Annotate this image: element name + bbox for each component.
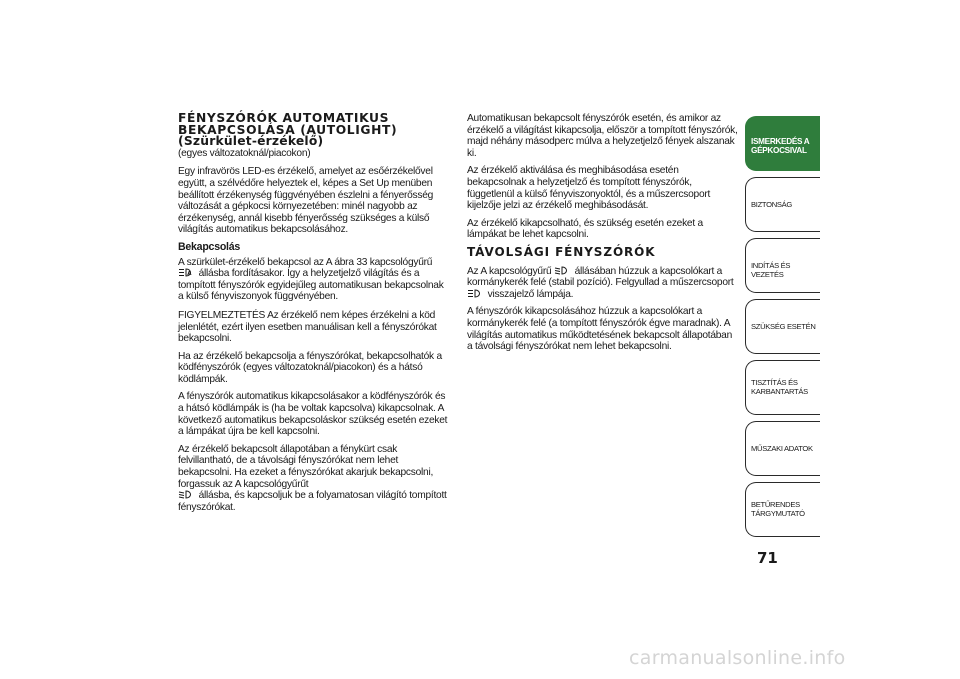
watermark: carmanualsonline.info (629, 647, 846, 669)
subheading-bekapcsolas: Bekapcsolás (178, 240, 241, 253)
tab-label: BETŰRENDES TÁRGYMUTATÓ (751, 500, 805, 518)
tab-label: SZÜKSÉG ESETÉN (751, 322, 816, 331)
paragraph-fog-lights: Ha az érzékelő bekapcsolja a fényszórókat, bekapcsolhatók a ködfényszórók (egyes változatoknál/piacokon) és a hátsó ködlámpák. (178, 350, 442, 385)
tab-label: TISZTÍTÁS ÉS KARBANTARTÁS (751, 378, 808, 396)
paragraph-warning: FIGYELMEZTETÉS Az érzékelő nem képes érzékelni a köd jelenlétét, ezért ilyen esetben manuálisan kell a fényszórókat bekapcsolni. (178, 309, 437, 345)
paragraph-auto-switch-off: Automatikusan bekapcsolt fényszórók esetén, és amikor az érzékelő a világítást kikapcsolja, először a tompított fényszórók, majd néhány másodperc múlva a helyzetjelző fények alszanak ki. (467, 113, 738, 159)
tab-label: MŰSZAKI ADATOK (751, 444, 813, 453)
paragraph-high-beam-off: A fényszórók kikapcsolásához húzzuk a kapcsolókart a kormánykerék felé (a tompított fényszórók égve maradnak). A világítás automatikus működtetésének bekapcsolt állapotában a távolsági fényszórókat nem lehet bekapcsolni. (467, 306, 733, 353)
variant-note: (egyes változatoknál/piacokon) (178, 147, 311, 159)
paragraph-sensor-disable: Az érzékelő kikapcsolható, és szükség esetén ezeket a lámpákat be lehet kapcsolni. (467, 217, 703, 241)
tab-muszaki-adatok[interactable] (745, 421, 820, 476)
paragraph-flash-end: állásba, és kapcsoljuk be a folyamatosan világító tompított fényszórókat. (178, 490, 447, 513)
paragraph-high-beam-middle: állásában húzzuk a kapcsolókart a kormánykerék felé (stabil pozíció). Felgyullad a műszercsoport (467, 265, 734, 289)
intro-paragraph: Egy infravörös LED-es érzékelő, amelyet az esőérzékelővel együtt, a szélvédőre helyeztek el, képes a Set Up menüben beállított érzékenység függvényében észlelni a fényerősség változását a gépkocsi környezetében: minél nagyobb az érzékenység, annál kisebb fényerősség szükséges a külső világítás automatikus bekapcsolásához. (178, 166, 434, 236)
tab-label: ISMERKEDÉS A GÉPKOCSIVAL (751, 137, 810, 155)
section-heading-line3: (Szürkület-érzékelő) (178, 134, 324, 149)
tab-tisztitas-es-karbantartas[interactable] (745, 360, 820, 415)
tab-ismerkedes[interactable] (745, 116, 820, 171)
right-column (467, 113, 739, 359)
low-beam-icon (554, 266, 570, 275)
left-column (178, 113, 450, 519)
paragraph-high-beam-end: visszajelző lámpája. (487, 288, 574, 300)
paragraph-high-beam-on (467, 266, 739, 301)
paragraph-activation-start: A szürkület-érzékelő bekapcsol az A ábra 33 kapcsológyűrű (178, 256, 433, 268)
page-number: 71 (757, 549, 778, 567)
tab-betu-rendes-targymutato[interactable] (745, 482, 820, 537)
svg-text:A: A (187, 270, 192, 277)
section-heading-line1: FÉNYSZÓRÓK AUTOMATIKUS (178, 111, 390, 125)
tab-inditas-es-vezetes[interactable] (745, 238, 820, 293)
tab-biztonsag[interactable] (745, 177, 820, 232)
paragraph-auto-off: A fényszórók automatikus kikapcsolásakor a ködfényszórók és a hátsó ködlámpák is (ha be voltak kapcsolva) kikapcsolnak. A következő automatikus bekapcsoláskor szükség esetén ezeket a lámpákat újra be kell kapcsolni. (178, 391, 448, 438)
paragraph-high-beam-start: Az A kapcsológyűrű (467, 265, 552, 277)
paragraph-flash (178, 444, 450, 514)
tab-szukseg-eseten[interactable] (745, 299, 820, 354)
auto-light-icon (178, 268, 194, 277)
tab-label: BIZTONSÁG (751, 200, 793, 209)
section-heading-line2: BEKAPCSOLÁSA (AUTOLIGHT) (178, 122, 398, 137)
paragraph-activation (178, 257, 450, 303)
low-beam-icon (178, 490, 194, 499)
paragraph-flash-start: Az érzékelő bekapcsolt állapotában a fénykürt csak felvillantható, de a távolsági fényszórókat nem lehet bekapcsolni. Ha ezeket a fényszórókat akarjuk bekapcsolni, forgassuk az A kapcsológyűrűt (178, 443, 434, 490)
paragraph-activation-end: állásba fordításakor. Így a helyzetjelző világítás és a tompított fényszórók egyidejűleg automatikusan bekapcsolnak a külső fényviszonyok függvényében. (178, 268, 444, 303)
paragraph-sensor-fault: Az érzékelő aktiválása és meghibásodása esetén bekapcsolnak a helyzetjelző és tompított fényszórók, függetlenül a külső fényviszonyoktól, és a műszercsoport kijelzője jelzi az érzékelő meghibásodását. (467, 165, 711, 212)
high-beam-heading: TÁVOLSÁGI FÉNYSZÓRÓK (467, 244, 656, 259)
tab-label: INDÍTÁS ÉS VEZETÉS (751, 261, 791, 279)
high-beam-icon (467, 289, 483, 298)
